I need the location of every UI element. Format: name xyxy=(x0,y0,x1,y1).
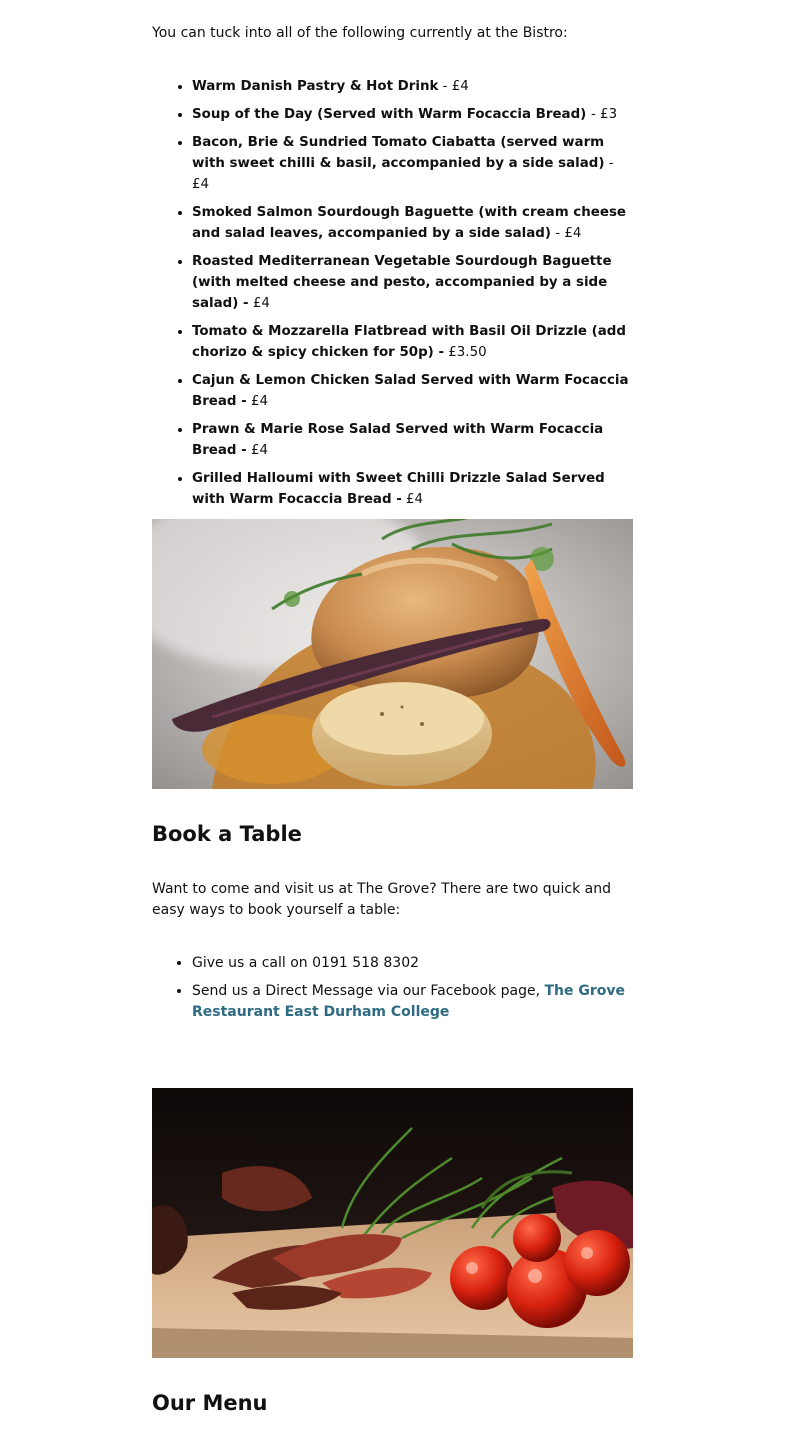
message-text: Send us a Direct Message via our Facebook page, xyxy=(192,983,545,999)
our-menu-heading: Our Menu xyxy=(152,1391,268,1415)
menu-item-name: Grilled Halloumi with Sweet Chilli Drizzle Salad Served with Warm Focaccia Bread - xyxy=(192,471,605,507)
menu-item xyxy=(192,132,633,195)
menu-item-name: Cajun & Lemon Chicken Salad Served with Warm Focaccia Bread - xyxy=(192,373,629,409)
book-intro-text: Want to come and visit us at The Grove? There are two quick and easy ways to book yourself a table: xyxy=(152,881,611,918)
book-a-table-heading: Book a Table xyxy=(152,822,302,846)
menu-item-name: Warm Danish Pastry & Hot Drink xyxy=(192,79,439,94)
steak-board-photo xyxy=(152,1088,633,1358)
call-text: Give us a call on 0191 518 8302 xyxy=(192,955,420,971)
menu-item-price: - £4 xyxy=(550,226,582,241)
menu-item-name: Smoked Salmon Sourdough Baguette (with cream cheese and salad leaves, accompanied by a side salad) xyxy=(192,205,626,241)
menu-item-price: £4 xyxy=(248,296,270,311)
menu-item-price: - £4 xyxy=(192,156,614,192)
bistro-intro: You can tuck into all of the following currently at the Bistro: xyxy=(152,25,568,41)
facebook-page-link[interactable]: The Grove Restaurant East Durham College xyxy=(192,983,626,1020)
booking-options-list xyxy=(152,953,633,1030)
menu-item xyxy=(192,76,633,97)
booking-option-call xyxy=(192,953,633,974)
menu-item-name: Tomato & Mozzarella Flatbread with Basil Oil Drizzle (add chorizo & spicy chicken for 50p) - xyxy=(192,324,626,360)
menu-item-price: £4 xyxy=(401,492,424,507)
menu-item xyxy=(192,321,633,363)
menu-item-price: £3.50 xyxy=(444,345,487,360)
menu-item xyxy=(192,419,633,461)
menu-item xyxy=(192,104,633,125)
plated-chicken-photo xyxy=(152,519,633,789)
menu-item-price: - £3 xyxy=(590,107,618,122)
bistro-menu-list xyxy=(152,76,633,545)
menu-item-price: £4 xyxy=(246,394,269,409)
menu-item-name: Prawn & Marie Rose Salad Served with Warm Focaccia Bread - xyxy=(192,422,604,458)
menu-item-price: £4 xyxy=(246,443,269,458)
menu-item-name: Bacon, Brie & Sundried Tomato Ciabatta (served warm with sweet chilli & basil, accompanied by a side salad) xyxy=(192,135,605,171)
menu-item xyxy=(192,202,633,244)
booking-option-message xyxy=(192,981,633,1023)
menu-item xyxy=(192,251,633,314)
menu-item xyxy=(192,468,633,510)
menu-item xyxy=(192,370,633,412)
menu-item-name: Soup of the Day (Served with Warm Focaccia Bread) xyxy=(192,107,591,122)
menu-item-price: - £4 xyxy=(438,79,469,94)
menu-item-name: Roasted Mediterranean Vegetable Sourdough Baguette (with melted cheese and pesto, accompanied by a side salad) - xyxy=(192,254,612,311)
